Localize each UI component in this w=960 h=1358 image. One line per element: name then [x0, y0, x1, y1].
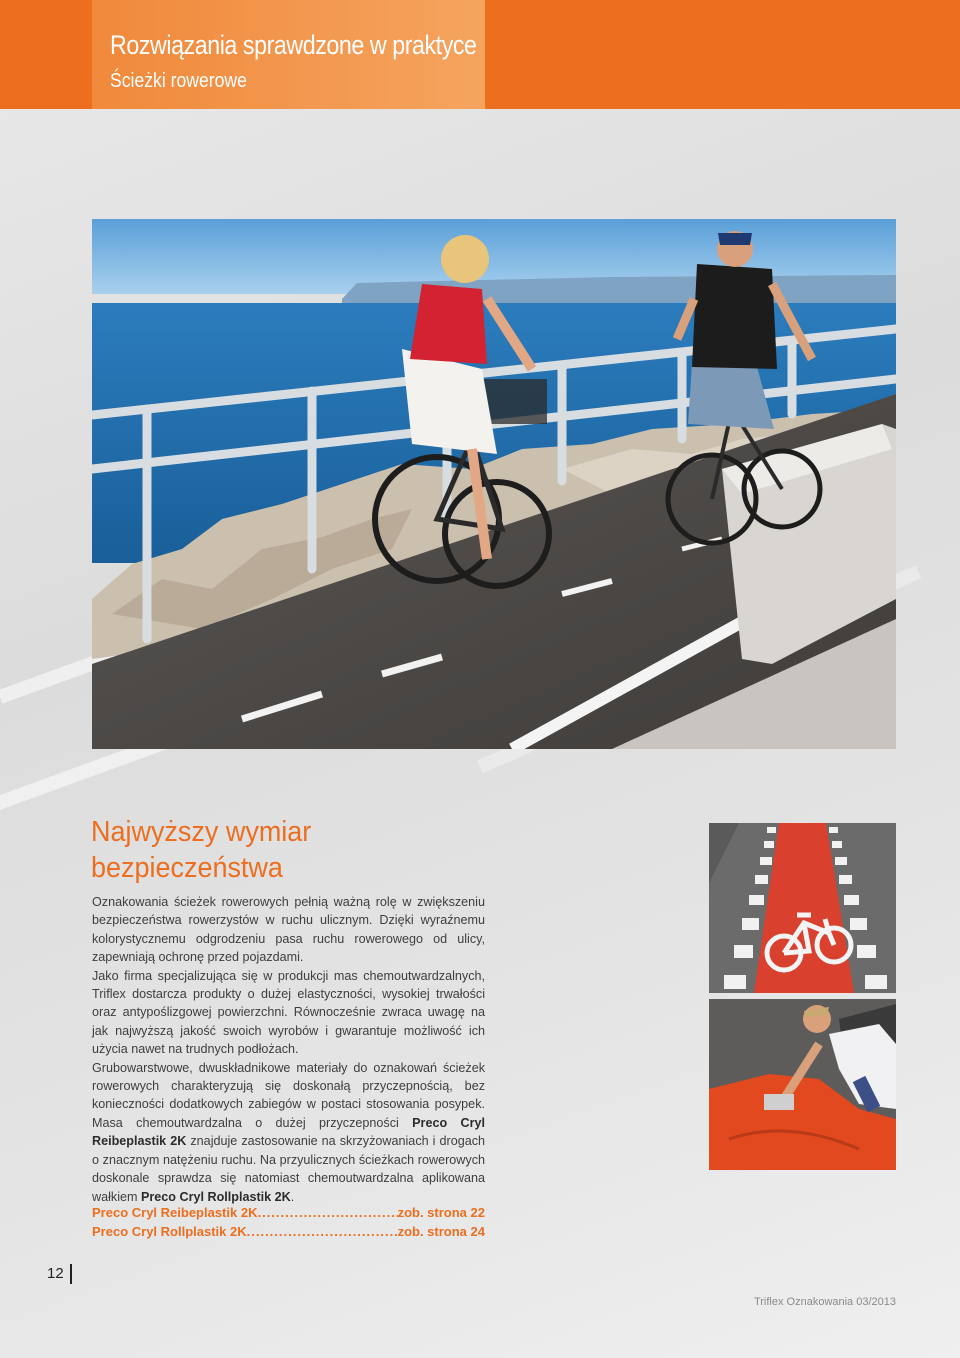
product-reference-name: Preco Cryl Rollplastik 2K — [92, 1224, 247, 1239]
dot-leader — [257, 1203, 397, 1222]
article-body — [92, 893, 485, 1206]
page-subtitle: Ścieżki rowerowe — [110, 70, 247, 92]
hero-photo-cyclists — [92, 219, 896, 749]
page-number: 12 — [47, 1265, 64, 1282]
body-paragraph — [92, 1059, 485, 1206]
header-accent-left — [0, 0, 92, 109]
header-accent-right — [485, 0, 960, 109]
product-reference-name: Preco Cryl Reibeplastik 2K — [92, 1205, 258, 1220]
publication-label: Triflex Oznakowania 03/2013 — [753, 1296, 896, 1308]
section-heading-line1: Najwyższy wymiar — [91, 816, 312, 848]
section-heading-line2: bezpieczeństwa — [91, 852, 283, 884]
page-number-divider — [70, 1264, 72, 1284]
product-reference-page: zob. strona 24 — [397, 1224, 485, 1239]
product-name-reibeplastik: Preco Cryl Reibeplastik 2K — [92, 1115, 486, 1149]
product-references — [92, 1203, 485, 1241]
dot-leader — [247, 1222, 398, 1241]
body-paragraph: Jako firma specjalizująca się w produkcji mas chemoutwardzalnych, Triflex dostarcza produkty o dużej elastyczności, wysokiej trwałości oraz antypoślizgowej powierzchni. Równocześnie zwraca uwagę na jak najwyższą jakość swoich wyrobów i gwarantuje możliwość ich użycia nawet na trudnych podłożach. — [92, 968, 485, 1057]
page-title: Rozwiązania sprawdzone w praktyce — [110, 30, 477, 60]
body-paragraph: Oznakowania ścieżek rowerowych pełnią ważną rolę w zwiększeniu bezpieczeństwa rowerzystów w ruchu ulicznym. Dzięki wyraźnemu kolorystycznemu odgrodzeniu pasa ruchu rowerowego od ulicy, zapewniają ochronę przed pojazdami. — [92, 895, 485, 965]
product-reference-page: zob. strona 22 — [397, 1205, 485, 1220]
body-text-run: . — [290, 1189, 295, 1204]
product-name-rollplastik: Preco Cryl Rollplastik 2K — [141, 1189, 291, 1204]
body-text-run: Grubowarstwowe, dwuskładnikowe materiały do oznakowań ścieżek rowerowych charakteryzują się doskonałą przyczepnością, bez konieczności dodatkowych zabiegów w postaci stosowania posypek. Masa chemoutwardzalna o dużej przyczepności — [92, 1060, 485, 1130]
section-heading — [91, 814, 463, 886]
product-reference-row[interactable] — [92, 1203, 485, 1222]
body-text-run: znajduje zastosowanie na skrzyżowaniach i drogach o znacznym natężeniu ruchu. Na przyulicznych ścieżkach rowerowych doskonale sprawdza się natomiast chemoutwardzalna aplikowana wałkiem — [92, 1134, 486, 1204]
photo-worker-applying-marking — [709, 999, 896, 1170]
photo-red-bike-lane — [709, 823, 896, 993]
product-reference-row[interactable] — [92, 1222, 485, 1241]
